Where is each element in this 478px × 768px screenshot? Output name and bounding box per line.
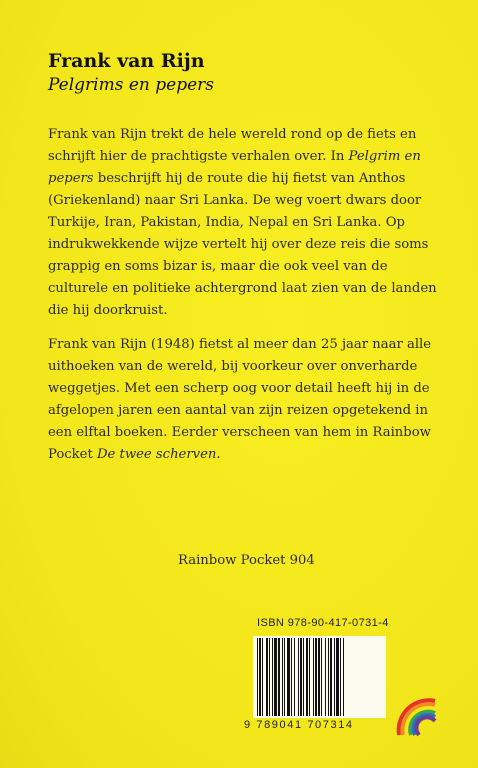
description-title-italic: Pelgrim en pepers (48, 149, 421, 186)
bio-title-italic: De twee scherven (96, 447, 217, 462)
series-label: Rainbow Pocket 904 (178, 553, 315, 568)
bio-text-2: . (216, 447, 221, 462)
isbn-label: ISBN 978-90-417-0731-4 (257, 617, 389, 629)
author-bio-paragraph (48, 334, 448, 466)
rainbow-logo-icon (395, 695, 437, 737)
bio-text-1: Frank van Rijn (1948) fietst al meer dan 25 jaar naar alle uithoeken van de wereld, bij voorkeur over onverharde weggetjes. Met een scherp oog voor detail heeft hij in de afgelopen jaren een aantal van zijn reizen opgetekend in een elftal boeken. Eerder verscheen van hem in Rainbow Pocket (48, 337, 432, 462)
description-text-1: Frank van Rijn trekt de hele wereld rond op de fiets en schrijft hier de prachtigste verhalen over. In (48, 127, 417, 164)
description-paragraph (48, 124, 448, 322)
barcode-number: 9 789041 707314 (244, 719, 354, 731)
book-title: Pelgrims en pepers (48, 75, 215, 95)
description-text-2: beschrijft hij de route die hij fietst van Anthos (Griekenland) naar Sri Lanka. De weg voert dwars door Turkije, Iran, Pakistan, India, Nepal en Sri Lanka. Op indrukwekkende wijze vertelt hij over deze reis die soms grappig en soms bizar is, maar die ook veel van de culturele en politieke achtergrond laat zien van de landen die hij doorkruist. (48, 171, 437, 318)
barcode (253, 636, 386, 718)
author-name: Frank van Rijn (48, 50, 205, 72)
